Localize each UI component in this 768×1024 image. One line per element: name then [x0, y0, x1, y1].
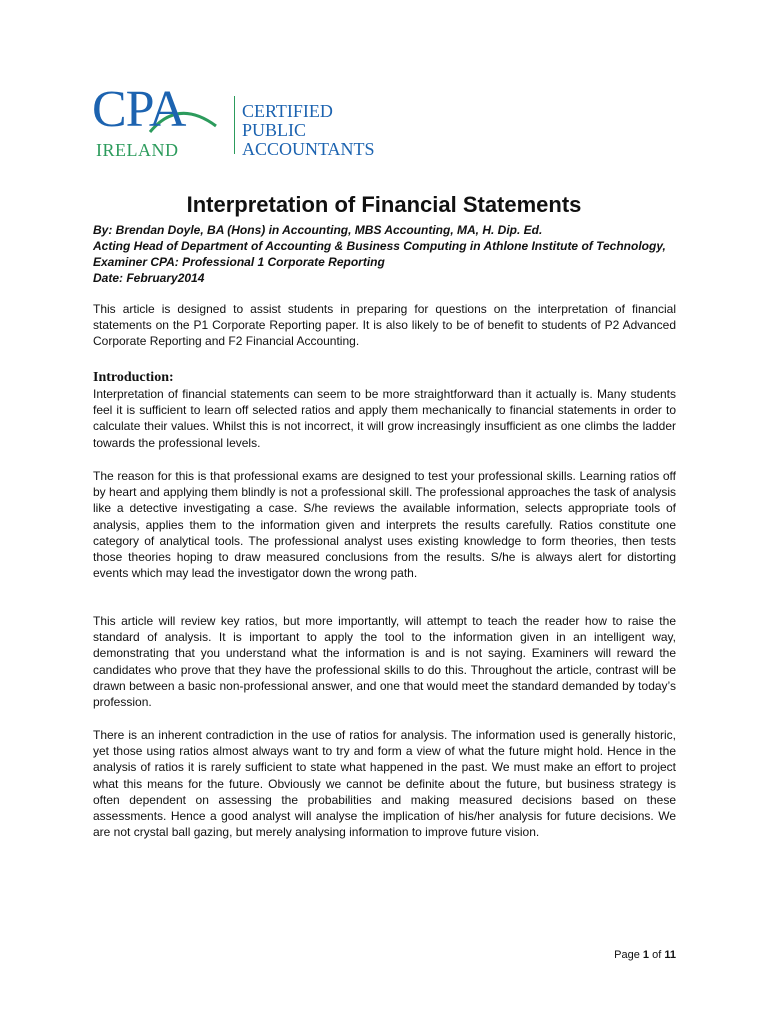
body-paragraph-4: There is an inherent contradiction in the use of ratios for analysis. The information used is generally historic, yet those using ratios almost always want to try and form a view of what the future might hold. Hence in the analysis of ratios it is rarely sufficient to state what happened in the past. We must make an effort to project what this means for the future. Obviously we cannot be definite about the future, but business strategy is often dependent on assessing the probabilities and making measured decisions based on these assessments. Hence a good analyst will analyse the implication of his/her analysis for future decisions. We are not crystal ball gazing, but merely analysing information to improve future vision. — [93, 728, 676, 840]
footer-page-total: 11 — [664, 949, 676, 961]
logo-divider — [234, 96, 235, 154]
footer-of-word: of — [652, 949, 662, 961]
logo-line-public: PUBLIC — [242, 120, 307, 140]
logo-line-certified: CERTIFIED — [242, 101, 333, 121]
footer-page-number: 1 — [642, 949, 650, 961]
logo-cpa-text: CPA — [92, 81, 186, 138]
byline-affiliation: Acting Head of Department of Accounting & Business Computing in Athlone Institute of Technology, Examiner CPA: Professional 1 Corporate Reporting — [93, 239, 666, 269]
page-footer — [614, 949, 676, 961]
author-byline — [93, 222, 683, 286]
byline-author: By: Brendan Doyle, BA (Hons) in Accounting, MBS Accounting, MA, H. Dip. Ed. — [93, 223, 543, 237]
body-paragraph-3: This article will review key ratios, but more importantly, will attempt to teach the reader how to raise the standard of analysis. It is important to apply the tool to the information given in an intelligent way, demonstrating that you understand what the information is and is not saying. Examiners will reward the candidates who prove that they have the professional skills to do this. Throughout the article, contrast will be drawn between a basic non-professional answer, and one that would meet the standard demanded by today’s profession. — [93, 614, 676, 710]
cpa-ireland-logo — [92, 81, 402, 164]
logo-line-accountants: ACCOUNTANTS — [242, 139, 375, 159]
logo-certified-text — [242, 102, 375, 159]
body-paragraph-2: The reason for this is that professional exams are designed to test your professional skills. Learning ratios off by heart and applying them blindly is not a professional skill. The professional approaches the task of analysis like a detective investigating a case. S/he reviews the available information, selects appropriate tools of analysis, applies them to the information given and interprets the results carefully. Ratios constitute one category of analytical tools. The professional analyst uses existing knowledge to form theories, then tests those theories hoping to draw measured conclusions from the results. S/he is always alert for distorting events which may lead the investigator down the wrong path. — [93, 469, 676, 581]
byline-date: Date: February2014 — [93, 271, 205, 285]
introduction-heading: Introduction: — [93, 370, 174, 385]
document-title: Interpretation of Financial Statements — [186, 192, 582, 217]
body-paragraph-1: Interpretation of financial statements can seem to be more straightforward than it actually is. Many students feel it is sufficient to learn off selected ratios and apply them mechanically to financial statements in order to calculate their values. Whilst this is not incorrect, it will grow increasingly insufficient as one climbs the ladder towards the professional levels. — [93, 387, 676, 450]
logo-ireland-text: IRELAND — [96, 140, 179, 160]
intro-paragraph: This article is designed to assist students in preparing for questions on the interpretation of financial statements on the P1 Corporate Reporting paper. It is also likely to be of benefit to students of P2 Advanced Corporate Reporting and F2 Financial Accounting. — [93, 302, 676, 349]
footer-page-word: Page — [614, 949, 640, 961]
